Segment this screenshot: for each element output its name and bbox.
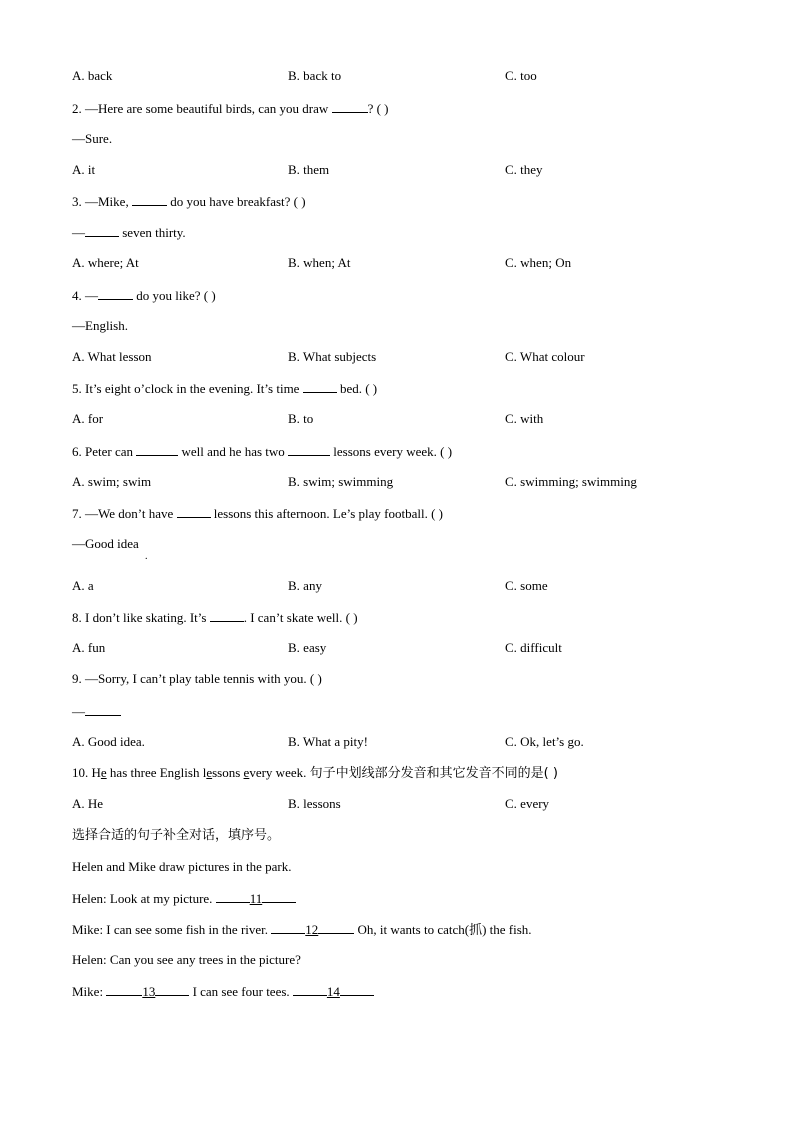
q2-blank [332, 100, 368, 113]
q10-seg2: ssons [212, 765, 244, 780]
q8-blank [210, 609, 244, 622]
q7-answer: —Good idea [72, 536, 139, 551]
q4-blank [98, 287, 133, 300]
q7-stem-post: lessons this afternoon. Le’s play football. ( ) [210, 506, 444, 521]
q8-stem [72, 609, 358, 626]
q9-option-c: C. Ok, let’s go. [505, 734, 584, 749]
q6-blank-2 [288, 443, 330, 456]
q3-option-b: B. when; At [288, 255, 351, 270]
dialogue-intro: Helen and Mike draw pictures in the park. [72, 859, 292, 874]
q4-option-b: B. What subjects [288, 349, 377, 364]
q4-stem-post: do you like? ( ) [133, 288, 216, 303]
q9-option-a: A. Good idea. [72, 734, 145, 749]
q5-option-b: B. to [288, 411, 314, 426]
q5-stem-pre: 5. It’s eight o’clock in the evening. It’s time [72, 381, 303, 396]
q10-seg3: very week. [249, 765, 310, 780]
q8-stem-post: . I can’t skate well. ( ) [243, 610, 358, 625]
q3-stem [72, 193, 306, 210]
dialogue-line-2-text: Mike: I can see some fish in the river. [72, 922, 272, 937]
blank-11-left [216, 890, 250, 903]
q9-stem: 9. —Sorry, I can’t play table tennis with you. ( ) [72, 671, 322, 686]
q5-stem-post: bed. ( ) [336, 381, 378, 396]
blank-12-number: 12 [305, 922, 319, 937]
q10-num: 10. [72, 765, 92, 780]
q3-answer [72, 224, 186, 241]
q3-option-a: A. where; At [72, 255, 139, 270]
q7-answer-dot: . [145, 551, 148, 562]
q10-option-c: C. every [505, 796, 550, 811]
dialogue-line-1-text: Helen: Look at my picture. [72, 891, 216, 906]
dialogue-line-2-post: Oh, it wants to catch(抓) the fish. [354, 922, 532, 937]
q6-stem [72, 443, 452, 460]
blank-11-right [262, 890, 296, 903]
dialogue-line-4 [72, 983, 374, 1000]
q10-seg1: has three English l [106, 765, 207, 780]
q6-stem-b: well and he has two [178, 444, 289, 459]
q10-option-b: B. lessons [288, 796, 341, 811]
q10-underlined-e3: e [243, 765, 250, 780]
q7-stem [72, 505, 443, 522]
dialogue-line-4-mid: I can see four tees. [189, 984, 293, 999]
q2-stem [72, 100, 389, 117]
q7-blank [177, 505, 211, 518]
q7-option-b: B. any [288, 578, 322, 593]
q1-option-a: A. back [72, 68, 113, 83]
q10-h: H [91, 765, 101, 780]
dialogue-line-3: Helen: Can you see any trees in the picture? [72, 952, 301, 967]
q8-stem-pre: 8. I don’t like skating. It’s [72, 610, 210, 625]
q2-stem-pre: 2. —Here are some beautiful birds, can you draw [72, 101, 332, 116]
q10-instruction: 句子中划线部分发音和其它发音不同的是( ) [309, 766, 558, 781]
q2-option-a: A. it [72, 162, 96, 177]
q7-stem-pre: 7. —We don’t have [72, 506, 177, 521]
q10-stem [72, 765, 558, 782]
dialogue-line-4-text: Mike: [72, 984, 107, 999]
q9-option-b: B. What a pity! [288, 734, 368, 749]
blank-12-right [318, 921, 354, 934]
q3-answer-post: seven thirty. [119, 225, 186, 240]
dialogue-line-1 [72, 890, 296, 907]
q5-stem [72, 380, 377, 397]
q2-stem-post: ? ( ) [367, 101, 389, 116]
q10-underlined-e2: e [206, 765, 213, 780]
q9-answer [72, 703, 121, 720]
q3-answer-dash: — [72, 225, 85, 240]
q7-option-a: A. a [72, 578, 94, 593]
q7-option-c: C. some [505, 578, 548, 593]
q3-blank [132, 193, 167, 206]
q6-option-a: A. swim; swim [72, 474, 152, 489]
q10-option-a: A. He [72, 796, 104, 811]
blank-14-number: 14 [326, 984, 340, 999]
blank-11-number: 11 [249, 891, 263, 906]
blank-14-left [293, 983, 327, 996]
q2-option-c: C. they [505, 162, 543, 177]
q8-option-a: A. fun [72, 640, 106, 655]
blank-12-left [271, 921, 305, 934]
q8-option-b: B. easy [288, 640, 327, 655]
q4-option-c: C. What colour [505, 349, 585, 364]
q9-answer-dash: — [72, 704, 85, 719]
dialogue-line-2 [72, 921, 532, 938]
q6-option-c: C. swimming; swimming [505, 474, 637, 489]
q10-underlined-e1: e [100, 765, 107, 780]
q5-option-a: A. for [72, 411, 104, 426]
q4-stem-pre: 4. — [72, 288, 98, 303]
q3-option-c: C. when; On [505, 255, 572, 270]
q3-stem-pre: 3. —Mike, [72, 194, 132, 209]
q9-answer-blank [85, 703, 121, 716]
q8-option-c: C. difficult [505, 640, 562, 655]
q3-answer-blank [85, 224, 119, 237]
blank-13-right [155, 983, 189, 996]
q4-option-a: A. What lesson [72, 349, 152, 364]
q6-option-b: B. swim; swimming [288, 474, 394, 489]
q6-stem-c: lessons every week. ( ) [330, 444, 453, 459]
q6-blank-1 [136, 443, 178, 456]
q5-option-c: C. with [505, 411, 544, 426]
q2-option-b: B. them [288, 162, 330, 177]
q5-blank [303, 380, 337, 393]
section-title: 选择合适的句子补全对话，填序号。 [72, 828, 281, 843]
blank-13-number: 13 [142, 984, 156, 999]
q1-option-b: B. back to [288, 68, 342, 83]
q3-stem-post: do you have breakfast? ( ) [166, 194, 306, 209]
q4-answer: —English. [72, 318, 128, 333]
q4-stem [72, 287, 216, 304]
q6-stem-a: 6. Peter can [72, 444, 137, 459]
q1-option-c: C. too [505, 68, 537, 83]
blank-14-right [340, 983, 374, 996]
blank-13-left [106, 983, 142, 996]
q2-answer: —Sure. [72, 131, 113, 146]
